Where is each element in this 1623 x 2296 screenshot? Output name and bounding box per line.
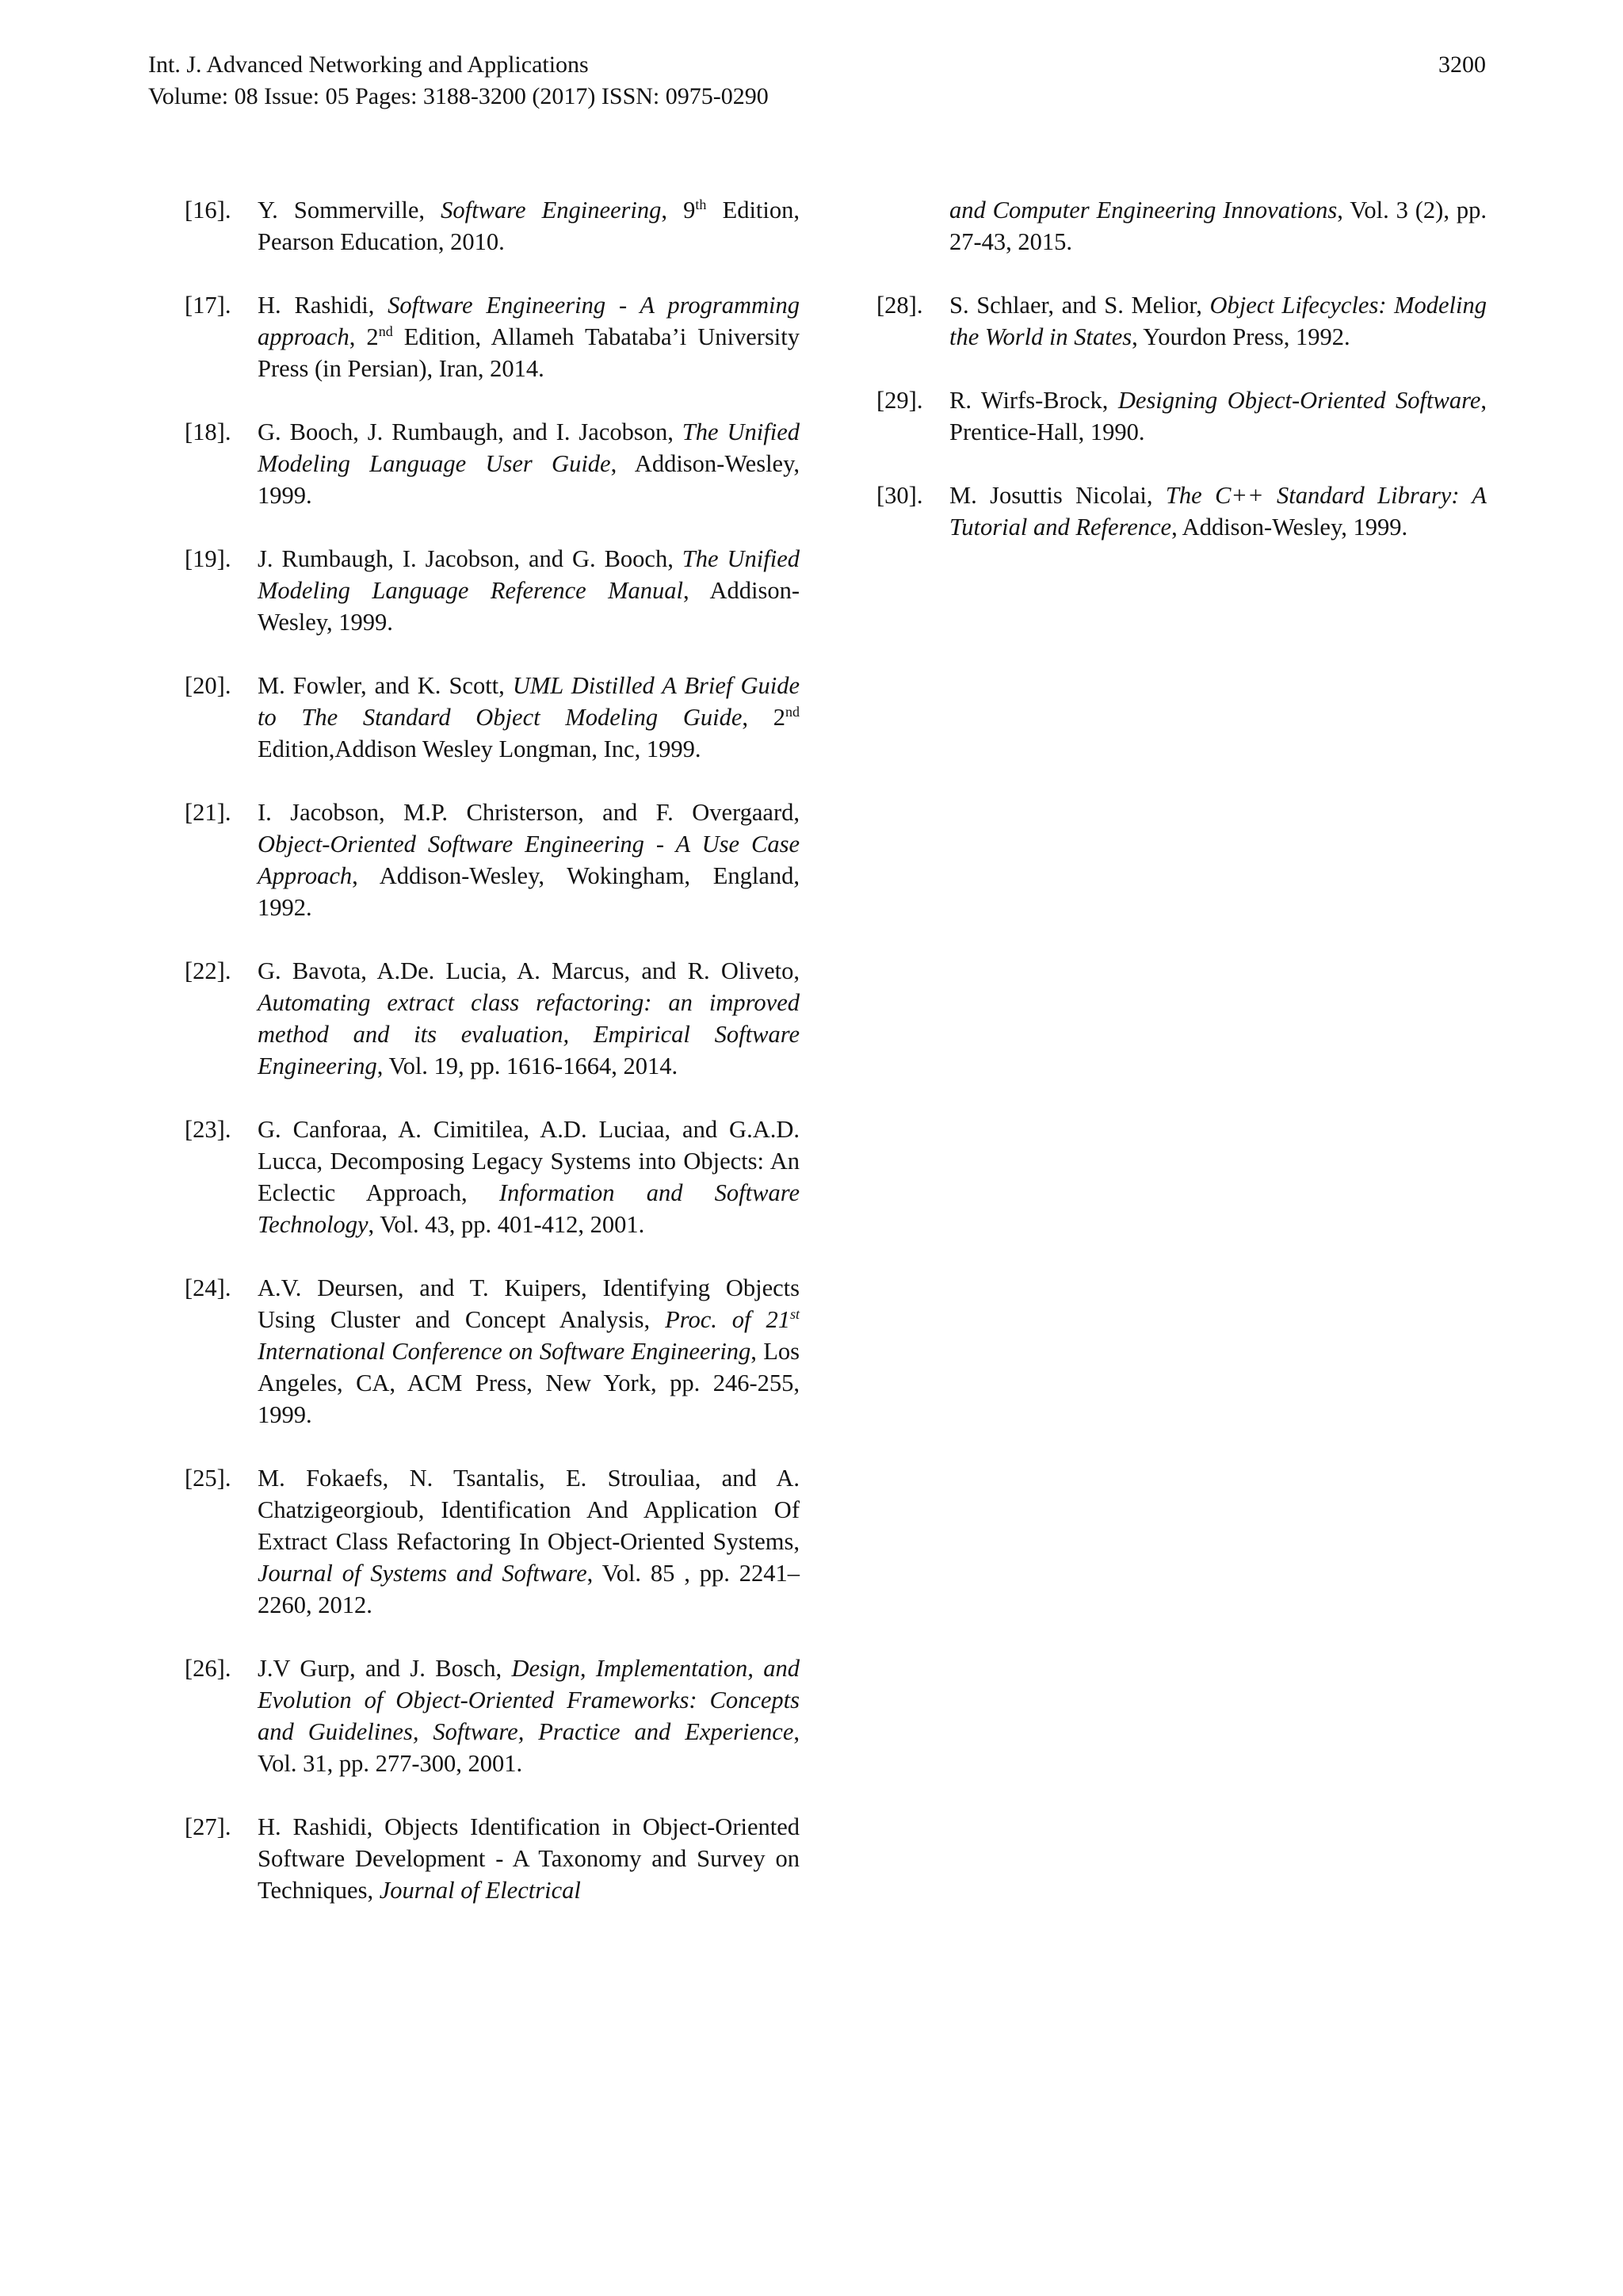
reference-text: M. Fowler, and K. Scott, UML Distilled A Brief Guide to The Standard Object Modeling Guide, 2nd Edition,Addison Wesley Longman, Inc, 1999. — [258, 672, 800, 762]
reference-number: [20]. — [185, 672, 231, 699]
journal-title: Int. J. Advanced Networking and Applications — [148, 52, 589, 78]
reference-item — [185, 955, 800, 1082]
reference-number: [16]. — [185, 197, 231, 223]
reference-text: A.V. Deursen, and T. Kuipers, Identifying Objects Using Cluster and Concept Analysis, Proc. of 21st International Conference on Software Engineering, Los Angeles, CA, ACM Press, New York, pp. 246-255, 1999. — [258, 1274, 800, 1428]
reference-number: [28]. — [876, 292, 923, 319]
reference-text: H. Rashidi, Software Engineering - A programming approach, 2nd Edition, Allameh Tabataba’i University Press (in Persian), Iran, 2014. — [258, 292, 800, 382]
reference-number: [30]. — [876, 482, 923, 509]
reference-text: G. Booch, J. Rumbaugh, and I. Jacobson, The Unified Modeling Language User Guide, Addison-Wesley, 1999. — [258, 418, 800, 509]
reference-text: H. Rashidi, Objects Identification in Object-Oriented Software Development - A Taxonomy and Survey on Techniques, Journal of Electrical — [258, 1813, 800, 1904]
reference-number: [22]. — [185, 957, 231, 984]
reference-number: [23]. — [185, 1116, 231, 1143]
reference-number: [26]. — [185, 1655, 231, 1682]
reference-text: I. Jacobson, M.P. Christerson, and F. Overgaard, Object-Oriented Software Engineering - A Use Case Approach, Addison-Wesley, Wokingham, England, 1992. — [258, 799, 800, 921]
reference-item — [185, 1272, 800, 1431]
reference-text: G. Canforaa, A. Cimitilea, A.D. Luciaa, and G.A.D. Lucca, Decomposing Legacy Systems into Objects: An Eclectic Approach, Information and Software Technology, Vol. 43, pp. 401-412, 2001. — [258, 1116, 800, 1238]
reference-text: R. Wirfs-Brock, Designing Object-Oriented Software, Prentice-Hall, 1990. — [949, 387, 1487, 445]
reference-text: S. Schlaer, and S. Melior, Object Lifecycles: Modeling the World in States, Yourdon Press, 1992. — [949, 292, 1487, 350]
reference-text: Y. Sommerville, Software Engineering, 9th Edition, Pearson Education, 2010. — [258, 196, 800, 255]
reference-item — [185, 670, 800, 765]
reference-item — [876, 289, 1487, 353]
reference-number: [25]. — [185, 1465, 231, 1492]
reference-number: [19]. — [185, 545, 231, 572]
reference-number: [27]. — [185, 1813, 231, 1840]
reference-number: [24]. — [185, 1274, 231, 1301]
reference-text: J.V Gurp, and J. Bosch, Design, Implementation, and Evolution of Object-Oriented Frameworks: Concepts and Guidelines, Software, Practice and Experience, Vol. 31, pp. 277-300, 2001. — [258, 1655, 800, 1777]
reference-item — [185, 1652, 800, 1779]
reference-number: [21]. — [185, 799, 231, 826]
page-number: 3200 — [1438, 52, 1486, 78]
reference-continuation: and Computer Engineering Innovations, Vol. 3 (2), pp. 27-43, 2015. — [949, 197, 1487, 255]
reference-text: M. Josuttis Nicolai, The C++ Standard Library: A Tutorial and Reference, Addison-Wesley, 1999. — [949, 482, 1487, 541]
reference-item — [185, 797, 800, 923]
reference-number: [18]. — [185, 418, 231, 445]
reference-item — [185, 289, 800, 384]
reference-text: J. Rumbaugh, I. Jacobson, and G. Booch, The Unified Modeling Language Reference Manual, Addison-Wesley, 1999. — [258, 545, 800, 636]
page-header — [148, 49, 1486, 113]
reference-number: [17]. — [185, 292, 231, 319]
reference-item — [876, 384, 1487, 448]
reference-item — [185, 194, 800, 258]
reference-item — [185, 1114, 800, 1240]
reference-item — [185, 416, 800, 511]
volume-info: Volume: 08 Issue: 05 Pages: 3188-3200 (2017) ISSN: 0975-0290 — [148, 83, 769, 109]
reference-text: M. Fokaefs, N. Tsantalis, E. Strouliaa, and A. Chatzigeorgioub, Identification And Application Of Extract Class Refactoring In Object-Oriented Systems, Journal of Systems and Software, Vol. 85 , pp. 2241–2260, 2012. — [258, 1465, 800, 1618]
reference-item — [185, 1462, 800, 1621]
reference-item — [876, 479, 1487, 543]
reference-text: G. Bavota, A.De. Lucia, A. Marcus, and R. Oliveto, Automating extract class refactoring: an improved method and its evaluation, Empirical Software Engineering, Vol. 19, pp. 1616-1664, 2014. — [258, 957, 800, 1079]
references-right-column — [876, 194, 1487, 575]
reference-item — [185, 543, 800, 638]
references-left-column — [185, 194, 800, 1938]
reference-number: [29]. — [876, 387, 923, 414]
reference-item — [185, 1811, 800, 1906]
